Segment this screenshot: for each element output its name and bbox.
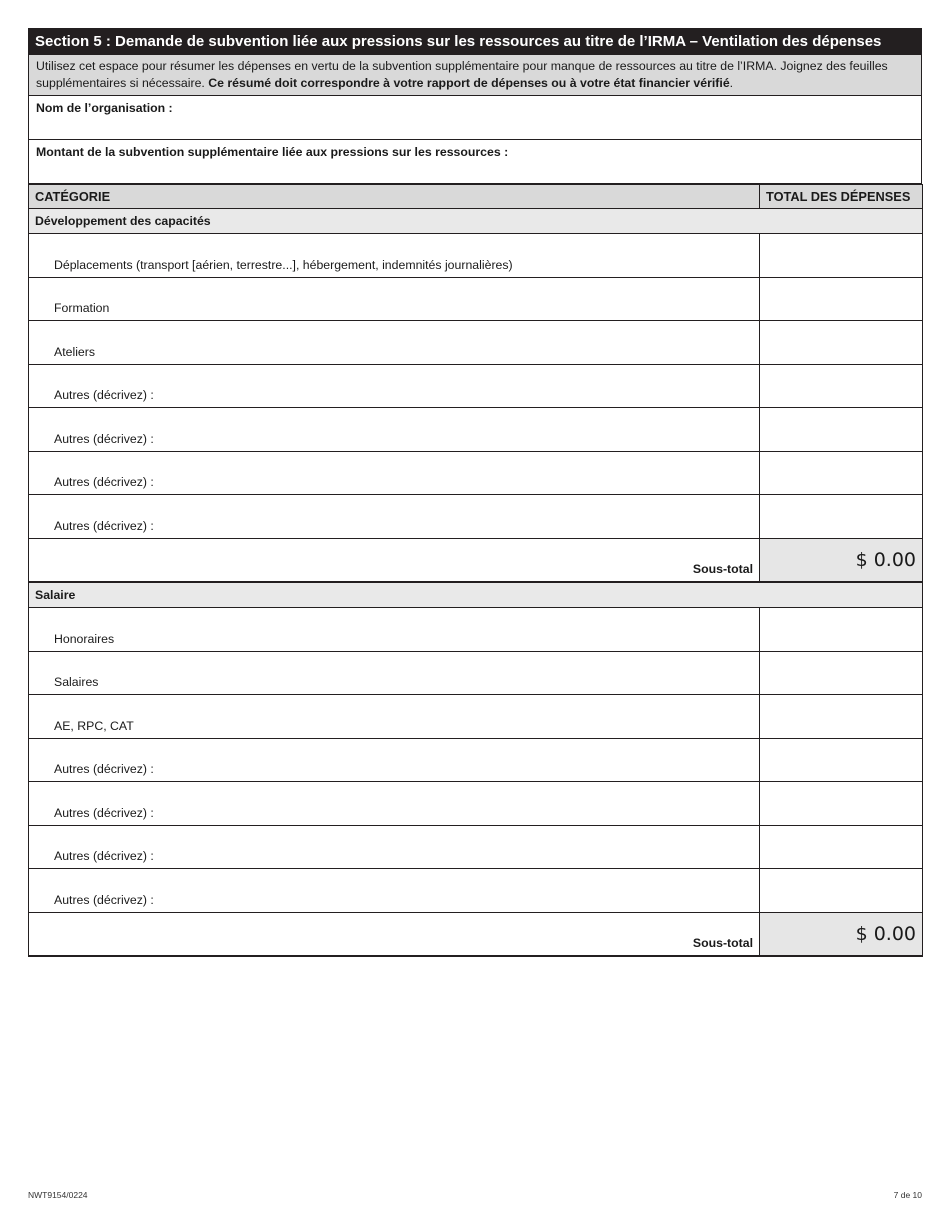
form-code: NWT9154/0224	[28, 1190, 88, 1200]
subtotal-label: Sous-total	[29, 912, 760, 956]
amount-input[interactable]	[760, 234, 922, 277]
item-label: Ateliers	[29, 321, 760, 365]
subtotal-label: Sous-total	[29, 538, 760, 582]
amount-cell	[760, 277, 923, 321]
amount-input[interactable]	[760, 321, 922, 364]
intro-text	[28, 55, 922, 96]
amount-input[interactable]	[760, 495, 922, 538]
amount-input[interactable]	[760, 826, 922, 869]
amount-cell	[760, 738, 923, 782]
amount-cell	[760, 651, 923, 695]
subtotal-value: $ 0.00	[760, 538, 923, 582]
amount-input[interactable]	[760, 278, 922, 321]
group-title: Salaire	[29, 583, 923, 608]
table-row	[29, 277, 923, 321]
amount-input[interactable]	[760, 869, 922, 912]
grant-amount-label: Montant de la subvention supplémentaire liée aux pressions sur les ressources :	[36, 145, 509, 159]
group-title: Développement des capacités	[29, 209, 923, 234]
table-header-row	[29, 185, 923, 209]
org-name-label: Nom de l’organisation :	[36, 101, 173, 115]
amount-input[interactable]	[760, 365, 922, 408]
item-label: Formation	[29, 277, 760, 321]
amount-input[interactable]	[760, 608, 922, 651]
table-row	[29, 321, 923, 365]
org-name-input[interactable]	[36, 117, 914, 135]
section-title: Section 5 : Demande de subvention liée aux pressions sur les ressources au titre de l’IRMA – Ventilation des dépenses	[28, 28, 922, 55]
org-name-row	[28, 96, 922, 140]
table-row	[29, 451, 923, 495]
item-label: Autres (décrivez) :	[29, 869, 760, 913]
col-category-header: CATÉGORIE	[29, 185, 760, 209]
table-row	[29, 825, 923, 869]
item-label: Autres (décrivez) :	[29, 495, 760, 539]
item-label: Autres (décrivez) :	[29, 451, 760, 495]
amount-input[interactable]	[760, 452, 922, 495]
item-label: Autres (décrivez) :	[29, 825, 760, 869]
expense-table-salary	[28, 582, 923, 957]
subtotal-row-capacity	[29, 538, 923, 582]
subtotal-value: $ 0.00	[760, 912, 923, 956]
intro-bold: Ce résumé doit correspondre à votre rapport de dépenses ou à votre état financier vérifié	[208, 75, 730, 90]
table-row	[29, 869, 923, 913]
item-label: Autres (décrivez) :	[29, 364, 760, 408]
table-row	[29, 495, 923, 539]
table-row	[29, 234, 923, 278]
expense-breakdown-form	[28, 28, 922, 957]
subtotal-row-salary	[29, 912, 923, 956]
amount-input[interactable]	[760, 652, 922, 695]
amount-cell	[760, 695, 923, 739]
amount-cell	[760, 608, 923, 652]
amount-input[interactable]	[760, 695, 922, 738]
amount-cell	[760, 321, 923, 365]
grant-amount-row	[28, 140, 922, 184]
table-row	[29, 651, 923, 695]
amount-cell	[760, 495, 923, 539]
table-row	[29, 408, 923, 452]
table-row	[29, 738, 923, 782]
item-label: AE, RPC, CAT	[29, 695, 760, 739]
grant-amount-input[interactable]	[36, 161, 914, 179]
amount-input[interactable]	[760, 782, 922, 825]
amount-cell	[760, 869, 923, 913]
expense-table-capacity	[28, 184, 923, 582]
intro-end: .	[729, 75, 734, 90]
page-number: 7 de 10	[893, 1190, 922, 1200]
table-row	[29, 695, 923, 739]
amount-cell	[760, 451, 923, 495]
item-label: Autres (décrivez) :	[29, 782, 760, 826]
intro-plain: Utilisez cet espace pour résumer les dépenses en vertu de la subvention supplémentaire pour manque de ressources au titre de l’IRMA. Joignez des feuilles supplémentaires si nécessaire.	[36, 59, 888, 90]
amount-cell	[760, 782, 923, 826]
amount-cell	[760, 408, 923, 452]
amount-cell	[760, 825, 923, 869]
group-row-salary	[29, 583, 923, 608]
amount-cell	[760, 364, 923, 408]
amount-input[interactable]	[760, 408, 922, 451]
item-label: Autres (décrivez) :	[29, 738, 760, 782]
table-row	[29, 364, 923, 408]
table-row	[29, 608, 923, 652]
item-label: Déplacements (transport [aérien, terrestre...], hébergement, indemnités journalières)	[29, 234, 760, 278]
col-total-header: TOTAL DES DÉPENSES	[760, 185, 923, 209]
item-label: Autres (décrivez) :	[29, 408, 760, 452]
item-label: Salaires	[29, 651, 760, 695]
amount-input[interactable]	[760, 739, 922, 782]
table-row	[29, 782, 923, 826]
group-row-capacity	[29, 209, 923, 234]
amount-cell	[760, 234, 923, 278]
item-label: Honoraires	[29, 608, 760, 652]
